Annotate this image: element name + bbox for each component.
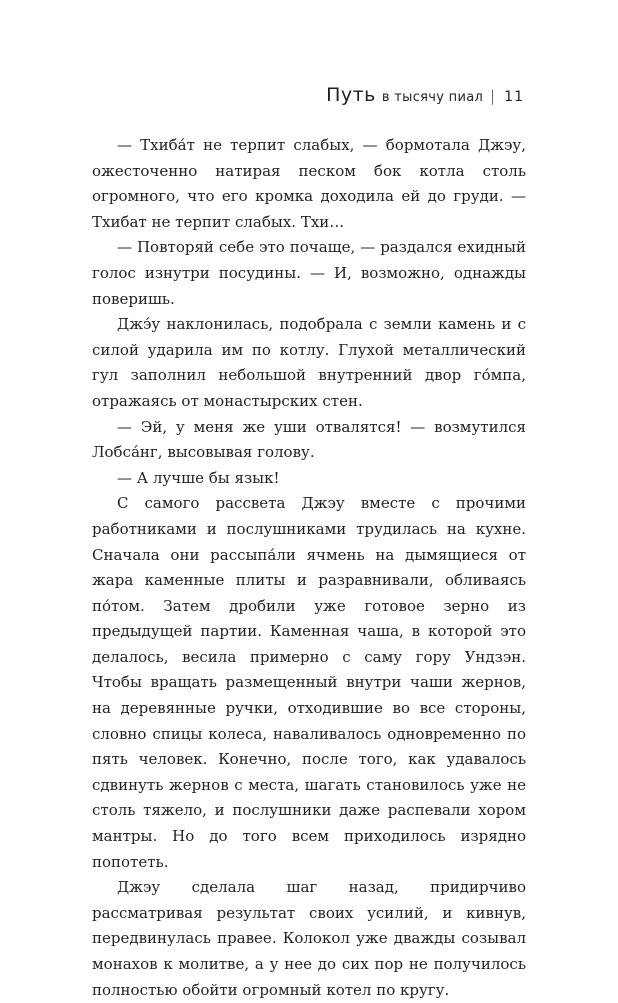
paragraph-1: — Тхиба́т не терпит слабых, — бормотала Джэу, ожесточенно натирая песком бок котла столь огромного, что его кромка доходила ей до груди. — Тхибат не терпит слабых. Тхи… (92, 136, 526, 231)
book-title: Путь (326, 84, 376, 106)
running-head (326, 84, 524, 106)
page-number: 11 (504, 89, 524, 105)
paragraph-2: — Повторяй себе это почаще, — раздался ехидный голос изнутри посудины. — И, возможно, однажды поверишь. (92, 238, 526, 308)
paragraph-3: Джэ́у наклонилась, подобрала с земли камень и с силой ударила им по котлу. Глухой металлический гул заполнил небольшой внутренний двор го́мпа, отражаясь от монастырских стен. (92, 315, 526, 410)
header-separator: | (490, 87, 496, 105)
paragraph-5: — А лучше бы язык! (117, 468, 280, 487)
paragraph-4: — Эй, у меня же уши отвалятся! — возмутился Лобса́нг, высовывая голову. (92, 417, 526, 462)
body-text (92, 133, 526, 1003)
paragraph-7: Джэу сделала шаг назад, придирчиво рассматривая результат своих усилий, и кивнув, передвинулась правее. Колокол уже дважды созывал монахов к молитве, а у нее до сих пор не получилось полностью обойти огромный котел по кругу. (92, 878, 526, 999)
book-subtitle: в тысячу пиал (381, 90, 484, 105)
paragraph-6: С самого рассвета Джэу вместе с прочими работниками и послушниками трудилась на кухне. Сначала они рассыпа́ли ячмень на дымящиеся от жара каменные плиты и разравнивали, обливаясь по́том. Затем дробили уже готовое зерно из предыдущей партии. Каменная чаша, в которой это делалось, весила примерно с саму гору Ундзэн. Чтобы вращать размещенный внутри чаши жернов, на деревянные ручки, отходившие во все стороны, словно спицы колеса, наваливалось одновременно по пять человек. Конечно, после того, как удавалось сдвинуть жернов с места, шагать становилось уже не столь тяжело, и послушники даже распевали хором мантры. Но до того всем приходилось изрядно попотеть. (92, 494, 526, 871)
